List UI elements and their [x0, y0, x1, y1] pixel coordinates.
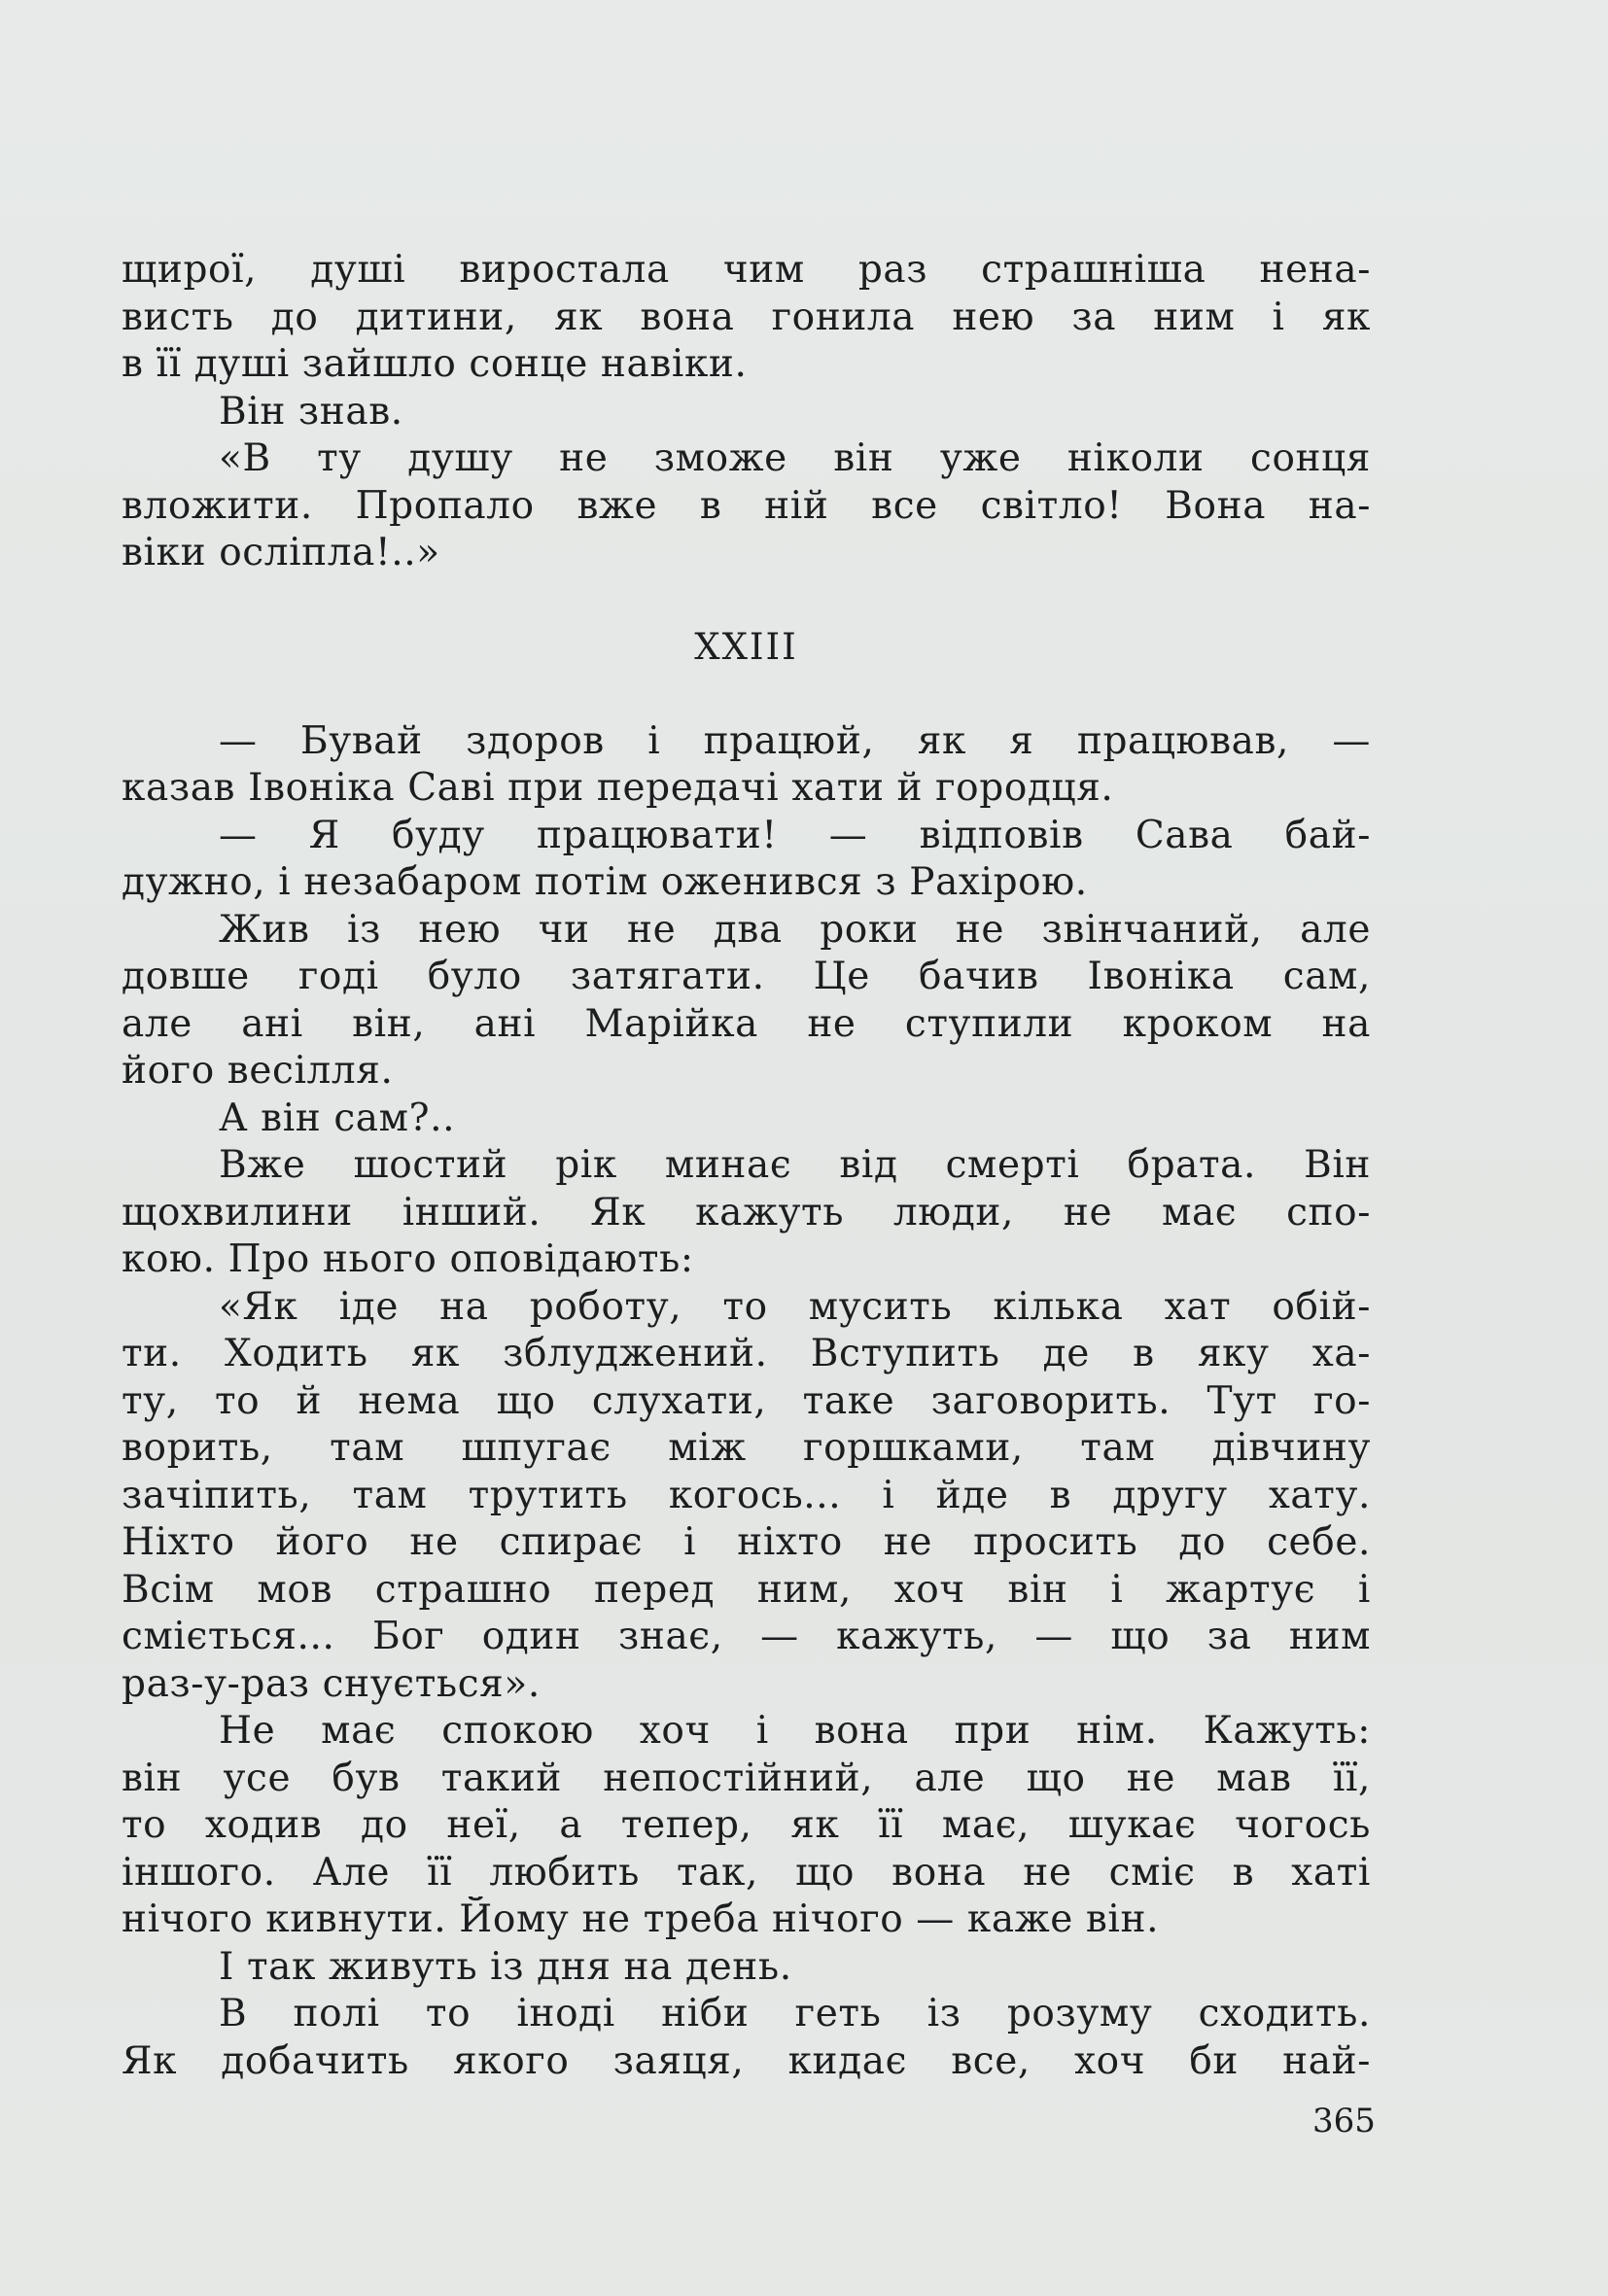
text-line: — Я буду працювати! — відповів Сава бай-: [219, 813, 1371, 857]
chapter-heading: XXIII: [694, 625, 798, 668]
text-line: кою. Про нього оповідають:: [122, 1237, 694, 1281]
text-line: казав Івоніка Саві при передачі хати й городця.: [122, 766, 1114, 810]
text-line: І так живуть із дня на день.: [219, 1944, 792, 1989]
text-line: Не має спокою хоч і вона при нім. Кажуть:: [219, 1709, 1371, 1753]
text-line: А він сам?..: [219, 1096, 456, 1140]
text-line: його весілля.: [122, 1049, 394, 1093]
text-line: дужно, і незабаром потім оженився з Рахірою.: [122, 860, 1088, 904]
text-line: сміється... Бог один знає, — кажуть, — що за ним: [122, 1615, 1371, 1658]
text-line: щирої, душі виростала чим раз страшніша нена-: [122, 248, 1371, 292]
text-line: ворить, там шпугає між горшками, там дівчину: [122, 1426, 1371, 1470]
page-number: 365: [1312, 2102, 1376, 2140]
text-line: — Бувай здоров і працюй, як я працював, —: [219, 718, 1371, 763]
text-line: Вже шостий рік минає від смерті брата. Він: [219, 1143, 1371, 1187]
text-line: в її душі зайшло сонце навіки.: [122, 342, 748, 386]
text-line: іншого. Але її любить так, що вона не сміє в хаті: [122, 1850, 1371, 1895]
text-line: «Як іде на роботу, то мусить кілька хат обій-: [219, 1284, 1371, 1329]
text-line: Ніхто його не спирає і ніхто не просить до себе.: [122, 1520, 1371, 1564]
page-text: [122, 247, 1371, 2085]
text-line: він усе був такий непостійний, але що не мав її,: [122, 1756, 1371, 1800]
text-line: нічого кивнути. Йому не треба нічого — каже він.: [122, 1897, 1160, 1941]
text-line: ти. Ходить як зблуджений. Вступить де в яку ха-: [122, 1332, 1371, 1375]
text-line: Він знав.: [219, 389, 403, 434]
text-line: то ходив до неї, а тепер, як її має, шукає чогось: [122, 1803, 1371, 1847]
text-line: зачіпить, там трутить когось... і йде в другу хату.: [122, 1473, 1371, 1517]
text-line: раз-у-раз снується».: [122, 1661, 541, 1706]
text-line: висть до дитини, як вона гонила нею за ним і як: [122, 295, 1371, 339]
text-line: але ані він, ані Марійка не ступили кроком на: [122, 1001, 1371, 1046]
text-line: щохвилини інший. Як кажуть люди, не має спо-: [122, 1190, 1371, 1235]
text-line: віки осліпла!..»: [122, 531, 440, 574]
text-line: В полі то іноді ніби геть із розуму сходить.: [219, 1992, 1371, 2035]
text-before-chapter: [122, 247, 1371, 577]
text-line: ту, то й нема що слухати, таке заговорить. Тут го-: [122, 1378, 1371, 1423]
chapter-text: [122, 718, 1371, 2086]
text-line: довше годі було затягати. Це бачив Івоніка сам,: [122, 955, 1371, 998]
text-line: вложити. Пропало вже в ній все світло! Вона на-: [122, 483, 1371, 528]
text-line: Як добачить якого заяця, кидає все, хоч би най-: [122, 2038, 1371, 2083]
text-line: Всім мов страшно перед ним, хоч він і жартує і: [122, 1567, 1371, 1612]
text-line: Жив із нею чи не два роки не звінчаний, але: [219, 907, 1371, 952]
text-line: «В ту душу не зможе він уже ніколи сонця: [219, 436, 1371, 480]
